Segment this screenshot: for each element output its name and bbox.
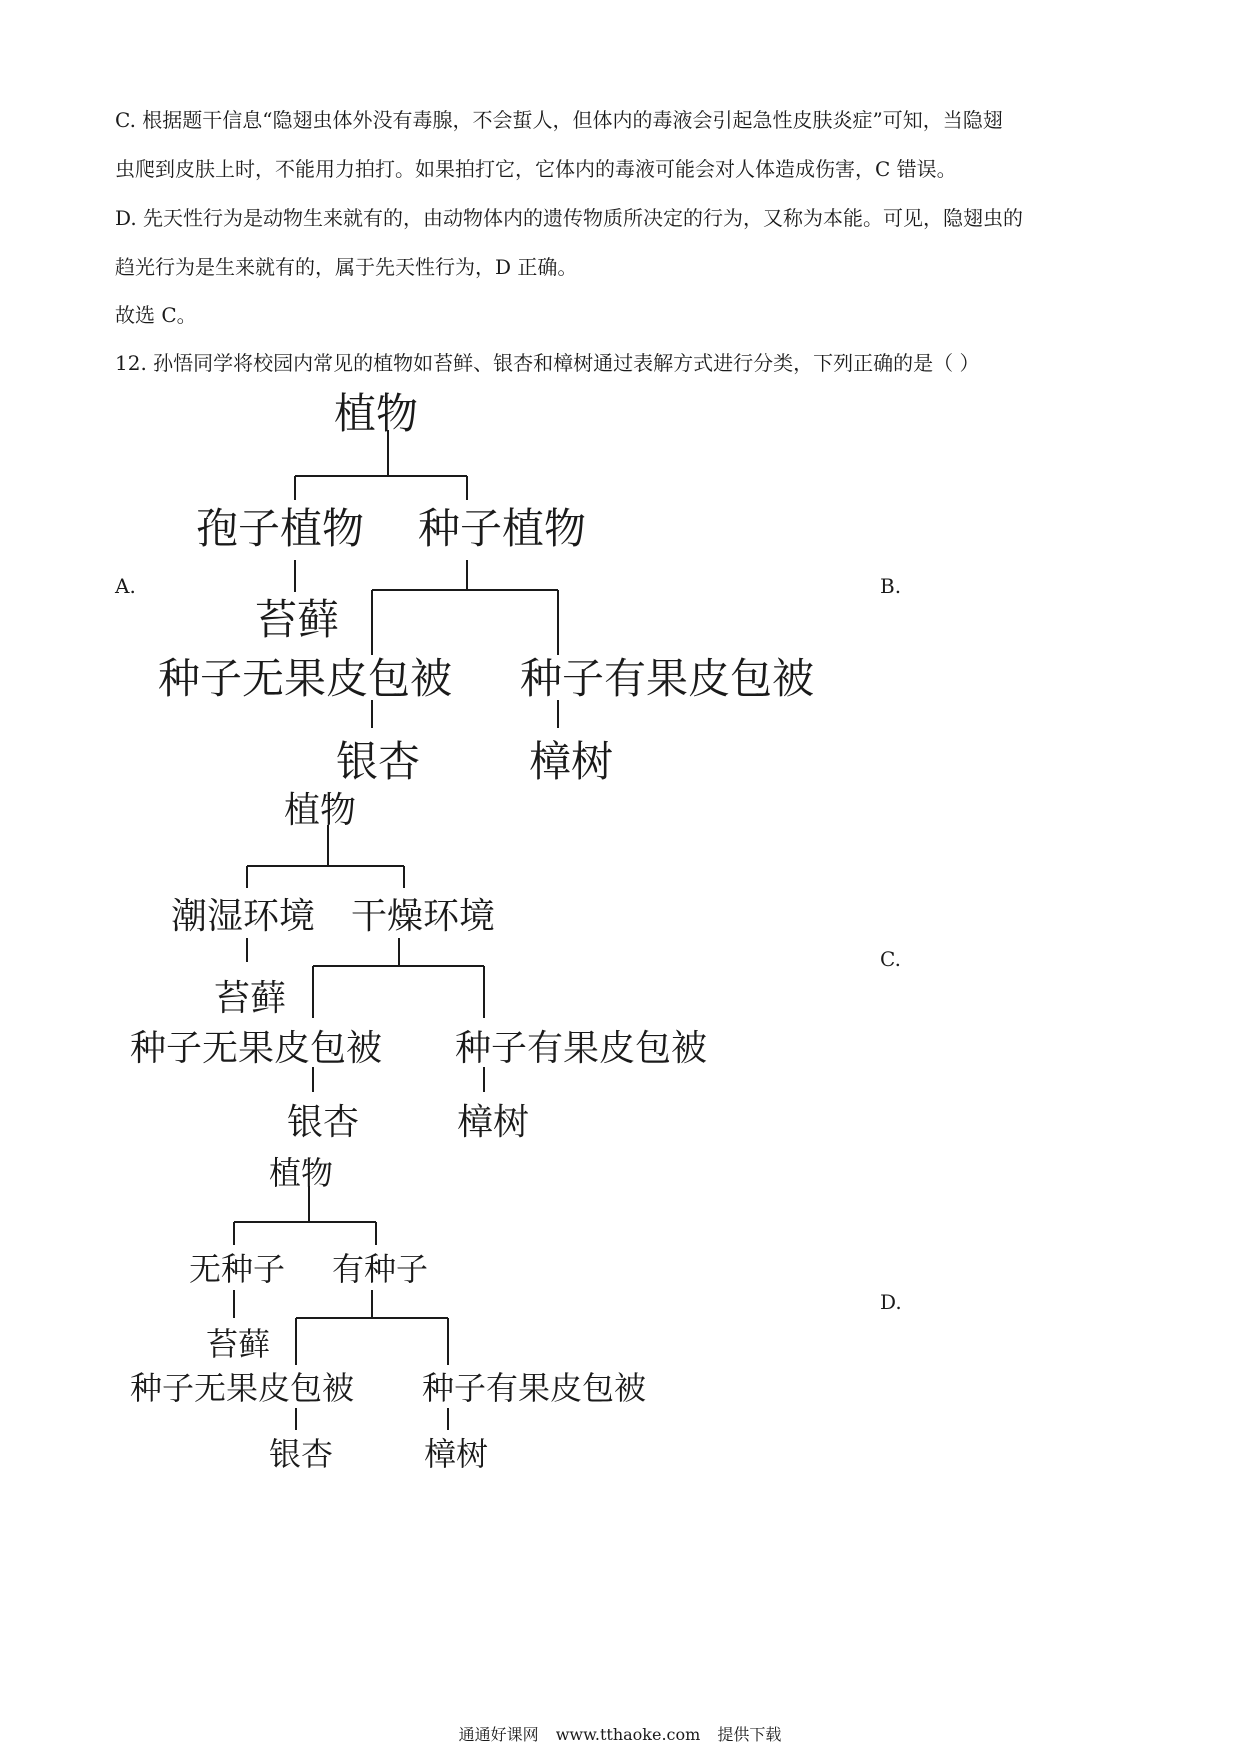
tree-a-ginkgo: 银杏: [335, 737, 421, 786]
tree-c-seed-with-pericarp: 种子有果皮包被: [421, 1369, 647, 1407]
question-12: 12. 孙悟同学将校园内常见的植物如苔鲜、银杏和樟树通过表解方式进行分类，下列正确的是（ ）: [115, 351, 980, 375]
tree-c-root: 植物: [268, 1154, 334, 1192]
page-footer: [0, 1722, 1240, 1745]
tree-option-b: [130, 790, 707, 1143]
tree-c-camphor: 樟树: [423, 1435, 489, 1473]
footer-url[interactable]: www.tthaoke.com: [555, 1725, 701, 1744]
tree-a-right-branch: 种子植物: [417, 504, 587, 553]
answer-line: 故选 C。: [115, 303, 197, 327]
tree-a-camphor: 樟树: [528, 737, 614, 786]
tree-a-moss: 苔藓: [254, 595, 340, 644]
option-a-label[interactable]: A.: [115, 574, 136, 598]
tree-c-ginkgo: 银杏: [268, 1435, 334, 1473]
footer-site-name: 通通好课网: [458, 1725, 539, 1744]
tree-b-left-branch: 潮湿环境: [170, 896, 316, 937]
option-c-explanation-line2: 虫爬到皮肤上时，不能用力拍打。如果拍打它，它体内的毒液可能会对人体造成伤害，C 错误。: [115, 157, 957, 181]
tree-a-root: 植物: [333, 389, 419, 438]
tree-b-camphor: 樟树: [456, 1102, 530, 1143]
tree-option-c: [130, 1154, 646, 1473]
tree-option-a: [158, 389, 814, 786]
tree-a-seed-with-pericarp: 种子有果皮包被: [519, 654, 815, 703]
tree-b-right-branch: 干燥环境: [350, 896, 496, 937]
tree-b-root: 植物: [283, 790, 357, 831]
tree-c-right-branch: 有种子: [331, 1250, 429, 1288]
option-d-explanation-line2: 趋光行为是生来就有的，属于先天性行为，D 正确。: [115, 255, 578, 279]
footer-note: 提供下载: [717, 1725, 782, 1744]
tree-c-moss: 苔藓: [205, 1325, 271, 1363]
tree-b-seed-without-pericarp: 种子无果皮包被: [129, 1028, 383, 1069]
option-c-explanation-line1: C. 根据题干信息“隐翅虫体外没有毒腺，不会蜇人，但体内的毒液会引起急性皮肤炎症”可知，当隐翅: [115, 108, 1003, 132]
tree-b-ginkgo: 银杏: [286, 1102, 360, 1143]
option-d-label[interactable]: D.: [880, 1290, 902, 1314]
tree-b-moss: 苔藓: [213, 978, 287, 1019]
option-b-label[interactable]: B.: [880, 574, 902, 598]
option-d-explanation-line1: D. 先天性行为是动物生来就有的，由动物体内的遗传物质所决定的行为，又称为本能。可见，隐翅虫的: [115, 206, 1024, 230]
tree-a-left-branch: 孢子植物: [195, 504, 365, 553]
tree-c-seed-without-pericarp: 种子无果皮包被: [129, 1369, 355, 1407]
option-c-label[interactable]: C.: [880, 947, 901, 971]
tree-c-left-branch: 无种子: [188, 1250, 286, 1288]
tree-b-seed-with-pericarp: 种子有果皮包被: [454, 1028, 708, 1069]
tree-a-seed-without-pericarp: 种子无果皮包被: [157, 654, 453, 703]
